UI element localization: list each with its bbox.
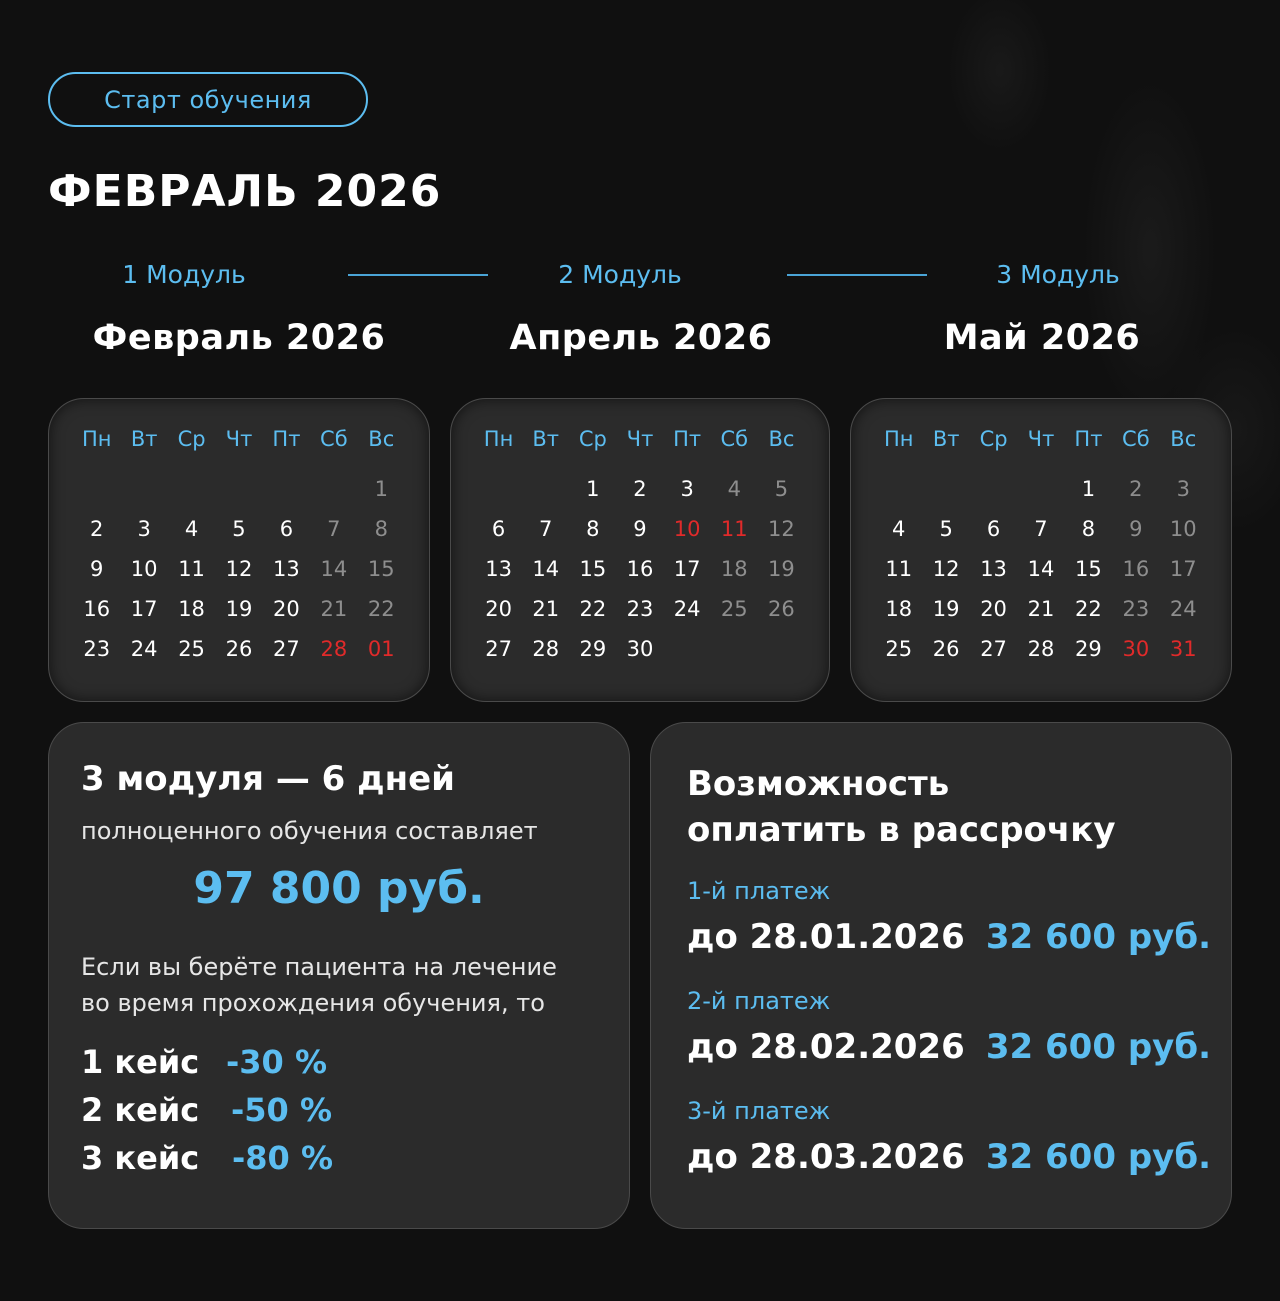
case-row <box>81 1043 327 1081</box>
calendar-empty-cell <box>73 469 120 509</box>
calendar-day: 18 <box>885 597 913 621</box>
calendar-day: 6 <box>279 517 294 541</box>
calendar-day: 30 <box>1122 637 1150 661</box>
installment-heading-line-2: оплатить в рассрочку <box>687 810 1116 850</box>
condition-line-1: Если вы берёте пациента на лечение <box>81 953 557 981</box>
calendar-day: 15 <box>367 557 395 581</box>
calendar-day: 26 <box>225 637 253 661</box>
calendar-day: 21 <box>1027 597 1055 621</box>
calendar-day: 12 <box>932 557 960 581</box>
calendar-day: 5 <box>232 517 246 541</box>
module-2-label: 2 Модуль <box>558 260 682 289</box>
calendar-day: 1 <box>374 477 388 501</box>
calendar-day: 29 <box>579 637 607 661</box>
calendar-day: 22 <box>579 597 607 621</box>
calendar-day: 13 <box>273 557 300 581</box>
calendar-day: 19 <box>768 557 795 581</box>
calendar-day: 24 <box>1169 597 1197 621</box>
calendar-day: 12 <box>225 557 253 581</box>
calendar-day: 15 <box>579 557 607 581</box>
calendar-day: 6 <box>491 517 506 541</box>
weekday-header: Вс <box>1170 427 1197 451</box>
calendar-day: 23 <box>1122 597 1150 621</box>
calendar-day: 10 <box>130 557 158 581</box>
calendar-day: 14 <box>532 557 560 581</box>
calendar-day: 9 <box>90 557 104 581</box>
calendar-day: 19 <box>225 597 253 621</box>
module-3-label: 3 Модуль <box>996 260 1120 289</box>
weekday-header: Вт <box>130 427 158 451</box>
calendar-february <box>48 398 430 702</box>
calendar-day: 1 <box>586 477 600 501</box>
calendar-day: 11 <box>720 517 748 541</box>
payment-amount: 32 600 руб. <box>985 917 1211 957</box>
calendar-empty-cell <box>120 469 167 509</box>
calendar-day: 27 <box>485 637 512 661</box>
calendar-grid <box>475 421 805 669</box>
calendar-day: 26 <box>932 637 960 661</box>
calendar-day: 1 <box>1081 477 1096 501</box>
calendar-day: 22 <box>367 597 395 621</box>
calendar-day: 19 <box>932 597 960 621</box>
calendar-day: 17 <box>673 557 701 581</box>
calendar-day: 2 <box>90 517 104 541</box>
calendar-grid <box>73 421 405 669</box>
page-title: ФЕВРАЛЬ 2026 <box>48 166 442 217</box>
weekday-header: Пт <box>272 427 301 451</box>
payment-date: до 28.03.2026 <box>687 1137 965 1177</box>
calendar-day: 21 <box>320 597 348 621</box>
weekday-header: Пт <box>673 427 702 451</box>
calendar-day: 21 <box>532 597 560 621</box>
calendar-day: 2 <box>633 477 647 501</box>
calendar-day: 7 <box>539 517 553 541</box>
module-1-month: Февраль 2026 <box>92 318 386 358</box>
weekday-header: Вт <box>532 427 560 451</box>
calendar-day: 4 <box>892 517 906 541</box>
calendar-day: 23 <box>626 597 654 621</box>
weekday-header: Чт <box>1027 427 1055 451</box>
calendar-day: 10 <box>673 517 701 541</box>
calendar-day: 13 <box>485 557 512 581</box>
calendar-day: 27 <box>980 637 1007 661</box>
payment-amount: 32 600 руб. <box>985 1027 1211 1067</box>
calendar-day: 18 <box>720 557 748 581</box>
calendar-day: 14 <box>1027 557 1055 581</box>
calendar-may <box>850 398 1232 702</box>
weekday-header: Вт <box>932 427 960 451</box>
calendar-day: 24 <box>130 637 158 661</box>
payment-label: 1-й платеж <box>687 877 831 905</box>
calendar-day: 13 <box>980 557 1007 581</box>
weekday-header: Пн <box>883 427 914 451</box>
calendar-day: 26 <box>768 597 795 621</box>
calendar-day: 4 <box>727 477 741 501</box>
condition-line-2: во время прохождения обучения, то <box>81 989 545 1017</box>
installment-card <box>650 722 1232 1229</box>
weekday-header: Пт <box>1074 427 1103 451</box>
calendar-day: 9 <box>633 517 647 541</box>
calendar-empty-cell <box>970 469 1017 509</box>
case-row <box>81 1139 333 1177</box>
calendar-empty-cell <box>922 469 969 509</box>
payment-date: до 28.01.2026 <box>687 917 965 957</box>
calendar-day: 18 <box>178 597 205 621</box>
calendar-empty-cell <box>310 469 357 509</box>
calendar-day: 30 <box>626 637 654 661</box>
calendar-day: 25 <box>885 637 913 661</box>
case-discount: -50 % <box>231 1091 333 1129</box>
payment-row <box>687 917 1211 957</box>
calendar-day: 28 <box>532 637 560 661</box>
installment-heading <box>687 761 1207 853</box>
weekday-header: Чт <box>225 427 253 451</box>
calendar-day: 9 <box>1129 517 1143 541</box>
calendar-empty-cell <box>1017 469 1064 509</box>
payment-label: 3-й платеж <box>687 1097 831 1125</box>
calendar-day: 3 <box>1176 477 1190 501</box>
calendar-day: 3 <box>137 517 151 541</box>
calendar-day: 29 <box>1075 637 1102 661</box>
weekday-header: Ср <box>979 427 1008 451</box>
calendar-day: 8 <box>1081 517 1096 541</box>
weekday-header: Ср <box>578 427 607 451</box>
installment-heading-line-1: Возможность <box>687 764 950 804</box>
course-subheading: полноценного обучения составляет <box>81 817 538 845</box>
module-connector-2 <box>787 274 927 276</box>
weekday-header: Вс <box>768 427 795 451</box>
weekday-header: Вс <box>368 427 395 451</box>
discount-condition <box>81 949 641 1021</box>
weekday-header: Пн <box>483 427 514 451</box>
calendar-day: 12 <box>768 517 795 541</box>
calendar-day: 25 <box>720 597 748 621</box>
calendar-day: 01 <box>367 637 395 661</box>
weekday-header: Пн <box>81 427 112 451</box>
weekday-header: Сб <box>720 427 749 451</box>
calendar-day: 4 <box>184 517 199 541</box>
course-price-card <box>48 722 630 1229</box>
weekday-header: Ср <box>177 427 206 451</box>
module-connector-1 <box>348 274 488 276</box>
payment-date: до 28.02.2026 <box>687 1027 965 1067</box>
calendar-empty-cell <box>168 469 215 509</box>
calendar-empty-cell <box>522 469 569 509</box>
calendar-day: 16 <box>626 557 654 581</box>
calendar-grid <box>875 421 1207 669</box>
payment-amount: 32 600 руб. <box>985 1137 1211 1177</box>
calendar-empty-cell <box>475 469 522 509</box>
calendar-day: 15 <box>1075 557 1102 581</box>
case-discount: -80 % <box>232 1139 334 1177</box>
calendar-day: 22 <box>1075 597 1102 621</box>
calendar-day: 14 <box>320 557 348 581</box>
calendar-day: 16 <box>1122 557 1150 581</box>
case-row <box>81 1091 332 1129</box>
calendar-empty-cell <box>875 469 922 509</box>
start-training-label: Старт обучения <box>104 85 312 114</box>
module-3-month: Май 2026 <box>943 318 1141 358</box>
calendar-day: 20 <box>485 597 512 621</box>
calendar-day: 24 <box>673 597 701 621</box>
calendar-day: 20 <box>273 597 300 621</box>
case-discount: -30 % <box>226 1043 328 1081</box>
calendar-day: 28 <box>320 637 348 661</box>
calendar-day: 16 <box>83 597 111 621</box>
calendar-empty-cell <box>263 469 310 509</box>
calendar-day: 17 <box>1169 557 1197 581</box>
calendar-day: 3 <box>680 477 694 501</box>
payment-row <box>687 1137 1211 1177</box>
weekday-header: Сб <box>1122 427 1150 451</box>
calendar-empty-cell <box>215 469 262 509</box>
start-training-badge <box>48 72 368 127</box>
weekday-header: Чт <box>626 427 654 451</box>
case-name: 2 кейс <box>81 1091 200 1129</box>
calendar-day: 11 <box>885 557 913 581</box>
payment-label: 2-й платеж <box>687 987 831 1015</box>
calendar-day: 6 <box>986 517 1001 541</box>
course-price: 97 800 руб. <box>193 863 485 914</box>
calendar-day: 7 <box>1034 517 1048 541</box>
calendar-day: 8 <box>586 517 600 541</box>
case-name: 3 кейс <box>81 1139 200 1177</box>
calendar-day: 5 <box>939 517 953 541</box>
calendar-day: 2 <box>1129 477 1143 501</box>
calendar-april <box>450 398 830 702</box>
calendar-day: 11 <box>178 557 205 581</box>
payment-row <box>687 1027 1211 1067</box>
calendar-day: 20 <box>980 597 1007 621</box>
module-2-month: Апрель 2026 <box>509 318 773 358</box>
calendar-day: 17 <box>130 597 158 621</box>
course-heading: 3 модуля — 6 дней <box>81 759 455 799</box>
case-name: 1 кейс <box>81 1043 200 1081</box>
calendar-day: 31 <box>1169 637 1197 661</box>
calendar-day: 23 <box>83 637 111 661</box>
calendar-day: 5 <box>774 477 789 501</box>
calendar-day: 10 <box>1169 517 1197 541</box>
weekday-header: Сб <box>320 427 348 451</box>
calendar-day: 27 <box>273 637 300 661</box>
calendar-day: 28 <box>1027 637 1055 661</box>
module-1-label: 1 Модуль <box>122 260 246 289</box>
calendar-day: 25 <box>178 637 205 661</box>
calendar-day: 8 <box>374 517 388 541</box>
calendar-day: 7 <box>327 517 341 541</box>
